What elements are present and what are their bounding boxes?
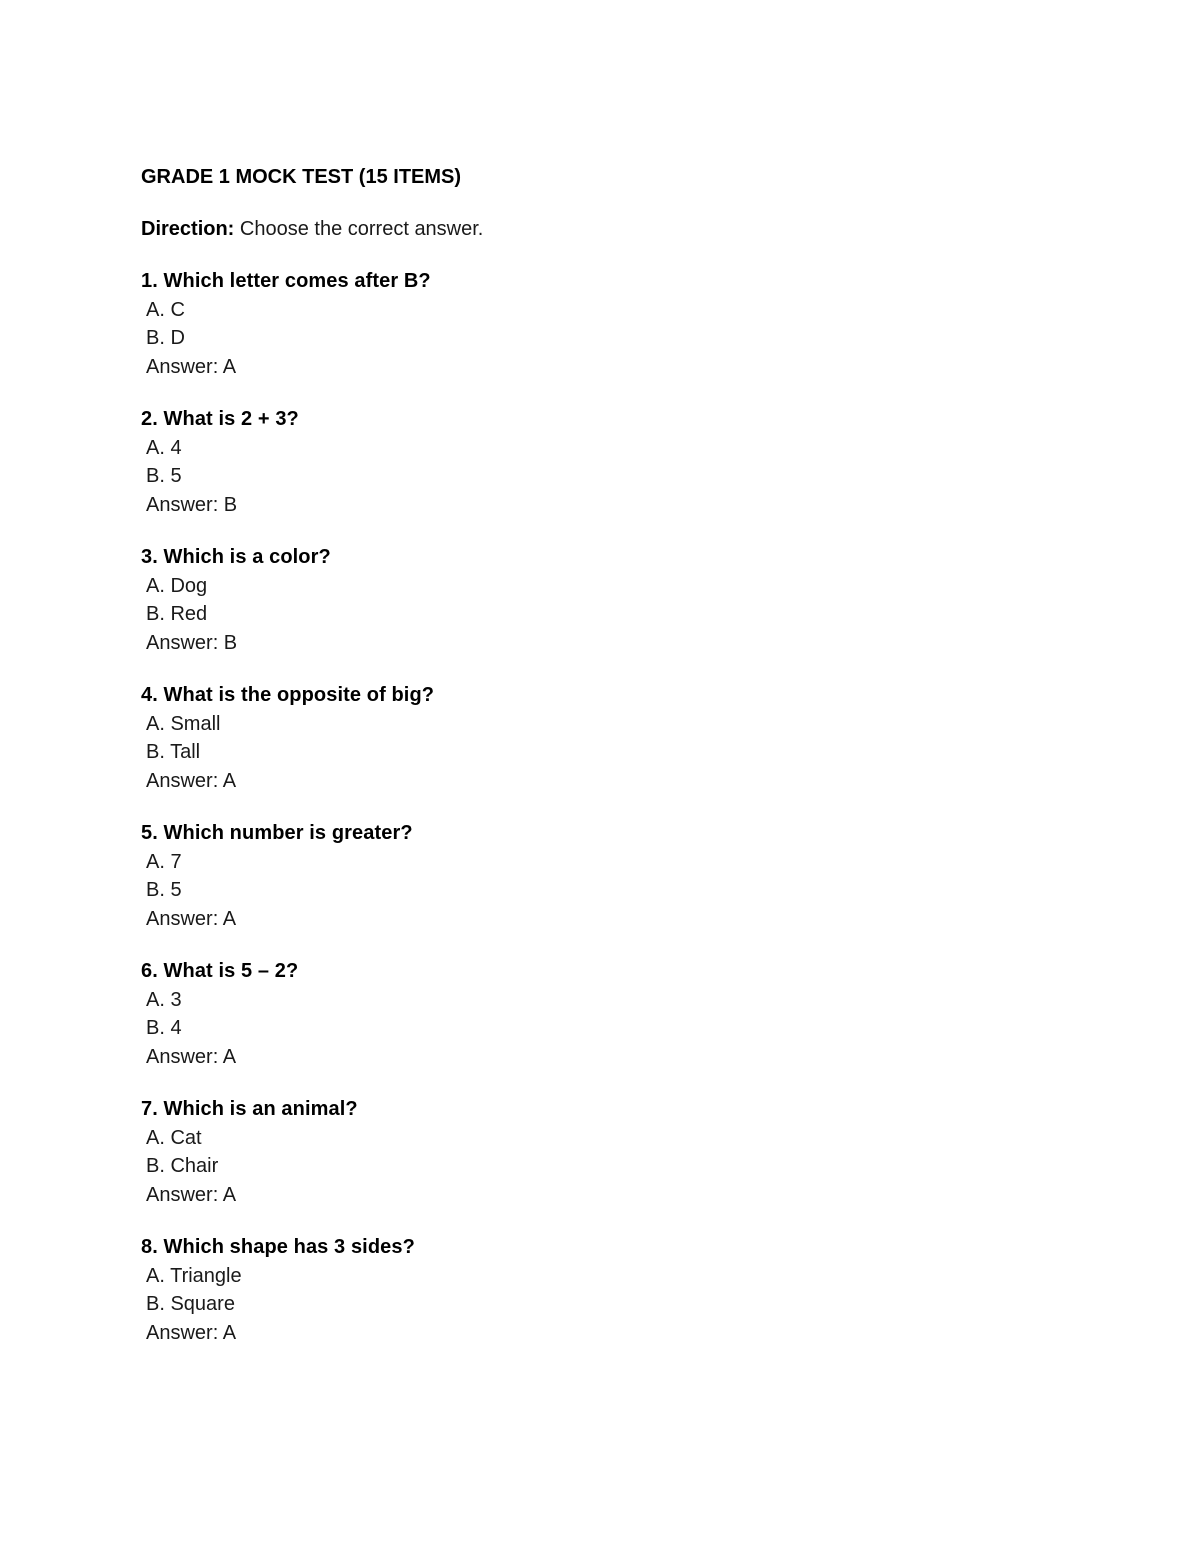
option-a: A. Cat [146, 1126, 202, 1149]
document-page [141, 163, 1041, 1347]
question-text: 7. Which is an animal? [141, 1098, 358, 1120]
question-item [141, 267, 1041, 381]
option-b: B. Chair [146, 1155, 219, 1177]
answer-line: Answer: A [146, 355, 237, 378]
option-b: B. 5 [146, 465, 182, 487]
direction-line [141, 215, 1041, 243]
page-title: GRADE 1 MOCK TEST (15 ITEMS) [141, 166, 462, 188]
option-b: B. Red [146, 603, 208, 625]
option-a: A. Dog [146, 574, 208, 597]
option-b: B. 4 [146, 1017, 182, 1039]
option-b: B. D [146, 327, 185, 349]
option-a: A. 4 [146, 436, 182, 459]
question-text: 4. What is the opposite of big? [141, 684, 435, 706]
option-b: B. 5 [146, 879, 182, 901]
question-item [141, 681, 1041, 795]
answer-line: Answer: A [146, 1183, 237, 1206]
answer-line: Answer: B [146, 631, 238, 654]
answer-line: Answer: A [146, 1045, 237, 1068]
question-text: 8. Which shape has 3 sides? [141, 1236, 415, 1258]
question-item [141, 1095, 1041, 1209]
answer-line: Answer: A [146, 907, 237, 930]
question-text: 5. Which number is greater? [141, 822, 413, 844]
question-text: 6. What is 5 – 2? [141, 960, 299, 982]
question-item [141, 1233, 1041, 1347]
option-a: A. 3 [146, 988, 182, 1011]
option-b: B. Tall [146, 741, 201, 763]
question-item [141, 819, 1041, 933]
question-item [141, 405, 1041, 519]
answer-line: Answer: B [146, 493, 238, 516]
option-a: A. 7 [146, 850, 182, 873]
question-item [141, 957, 1041, 1071]
answer-line: Answer: A [146, 769, 237, 792]
option-b: B. Square [146, 1293, 235, 1315]
direction-text: Choose the correct answer. [239, 218, 484, 240]
option-a: A. Triangle [146, 1264, 242, 1287]
option-a: A. C [146, 298, 185, 321]
answer-line: Answer: A [146, 1321, 237, 1344]
option-a: A. Small [146, 712, 221, 735]
question-text: 2. What is 2 + 3? [141, 408, 299, 430]
question-item [141, 543, 1041, 657]
question-text: 3. Which is a color? [141, 546, 331, 568]
question-text: 1. Which letter comes after B? [141, 270, 431, 292]
direction-label: Direction: [141, 218, 235, 240]
